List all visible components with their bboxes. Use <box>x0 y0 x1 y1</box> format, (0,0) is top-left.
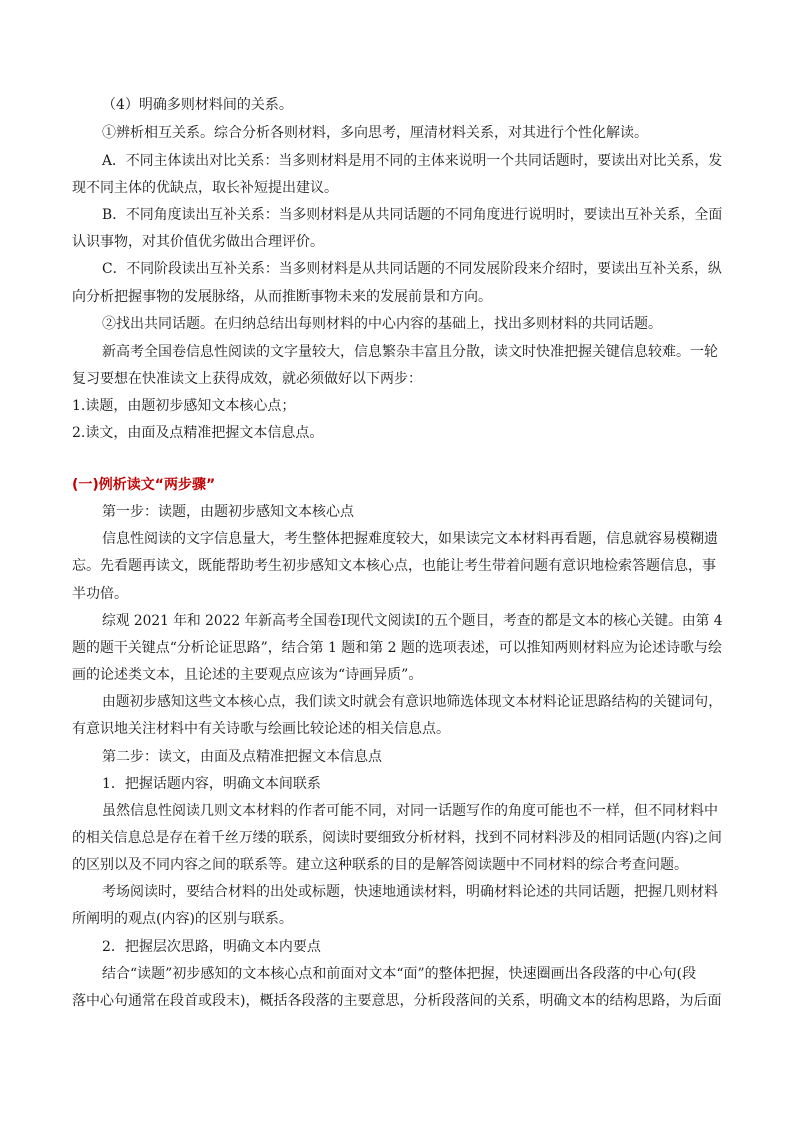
item-b-line1: B．不同角度读出互补关系：当多则材料是从共同话题的不同角度进行说明时，要读出互补关系，全面 <box>102 207 723 223</box>
subsection-1-title: 1．把握话题内容，明确文本间联系 <box>102 776 321 792</box>
paragraph-step1-line2: 忘。先看题再读文，既能帮助考生初步感知文本核心点，也能让考生带着问题有意识地检索答题信息，事 <box>72 558 716 574</box>
item-c-line1: C．不同阶段读出互补关系：当多则材料是从共同话题的不同发展阶段来介绍时，要读出互补关系，纵 <box>102 261 722 277</box>
item-b-line2: 认识事物，对其价值优劣做出合理评价。 <box>72 234 324 250</box>
paragraph-relations-title: （4）明确多则材料间的关系。 <box>102 97 293 113</box>
section-heading: (一)例析读文“两步骤” <box>72 477 216 493</box>
paragraph-exam-line1: 综观 2021 年和 2022 年新高考全国卷Ⅰ现代文阅读Ⅰ的五个题目，考查的都是文本的核心关键。由第 4 <box>102 613 723 629</box>
step-one-title: 第一步：读题，由题初步感知文本核心点 <box>102 504 354 520</box>
item-a-line2: 现不同主体的优缺点，取长补短提出建议。 <box>72 180 338 196</box>
item-a-line1: A．不同主体读出对比关系：当多则材料是用不同的主体来说明一个共同话题时，要读出对比关系，发 <box>102 153 723 169</box>
paragraph-links-line1: 虽然信息性阅读几则文本材料的作者可能不同，对同一话题写作的角度可能也不一样，但不同材料中 <box>102 803 718 819</box>
paragraph-step1-line3: 半功倍。 <box>72 586 128 602</box>
paragraph-intro-line1: 新高考全国卷信息性阅读的文字量较大，信息繁杂丰富且分散，读文时快准把握关键信息较难。一轮 <box>102 344 718 360</box>
paragraph-intro-line2: 复习要想在快准读文上获得成效，就必须做好以下两步： <box>72 371 422 387</box>
paragraph-links-line2: 的相关信息总是存在着千丝万缕的联系，阅读时要细致分析材料，找到不同材料涉及的相同话题(内容)之间 <box>72 830 722 846</box>
paragraph-core-line1: 由题初步感知这些文本核心点，我们读文时就会有意识地筛选体现文本材料论证思路结构的关键词句， <box>102 694 722 710</box>
paragraph-exam-reading-line1: 考场阅读时，要结合材料的出处或标题，快速地通读材料，明确材料论述的共同话题，把握几则材料 <box>102 884 718 900</box>
paragraph-core-line2: 有意识地关注材料中有关诗歌与绘画比较论述的相关信息点。 <box>72 721 450 737</box>
paragraph-links-line3: 的区别以及不同内容之间的联系等。建立这种联系的目的是解答阅读题中不同材料的综合考查问题。 <box>72 857 688 873</box>
list-item-2: 2.读文，由面及点精准把握文本信息点。 <box>72 425 324 441</box>
paragraph-common-topic: ②找出共同话题。在归纳总结出每则材料的中心内容的基础上，找出多则材料的共同话题。 <box>102 316 662 332</box>
list-item-1: 1.读题，由题初步感知文本核心点； <box>72 398 296 414</box>
paragraph-exam-line2: 题的题干关键点“分析论证思路”，结合第 1 题和第 2 题的选项表述，可以推知两则材料应为论述诗歌与绘 <box>72 640 722 656</box>
item-c-line2: 向分析把握事物的发展脉络，从而推断事物未来的发展前景和方向。 <box>72 289 492 305</box>
subsection-2-title: 2．把握层次思路，明确文本内要点 <box>102 939 321 955</box>
paragraph-exam-line3: 画的论述类文本，且论述的主要观点应该为“诗画异质”。 <box>72 667 423 683</box>
paragraph-exam-reading-line2: 所阐明的观点(内容)的区别与联系。 <box>72 911 293 927</box>
paragraph-structure-line2: 落中心句通常在段首或段末)，概括各段落的主要意思，分析段落间的关系，明确文本的结构思路，为后面 <box>72 993 722 1009</box>
paragraph-structure-line1: 结合“读题”初步感知的文本核心点和前面对文本“面”的整体把握，快速圈画出各段落的中心句(段 <box>102 966 697 982</box>
paragraph-step1-line1: 信息性阅读的文字信息量大，考生整体把握难度较大，如果读完文本材料再看题，信息就容易模糊遗 <box>102 531 718 547</box>
paragraph-mutual-relation: ①辨析相互关系。综合分析各则材料，多向思考，厘清材料关系，对其进行个性化解读。 <box>102 125 648 141</box>
step-two-title: 第二步：读文，由面及点精准把握文本信息点 <box>102 749 382 765</box>
